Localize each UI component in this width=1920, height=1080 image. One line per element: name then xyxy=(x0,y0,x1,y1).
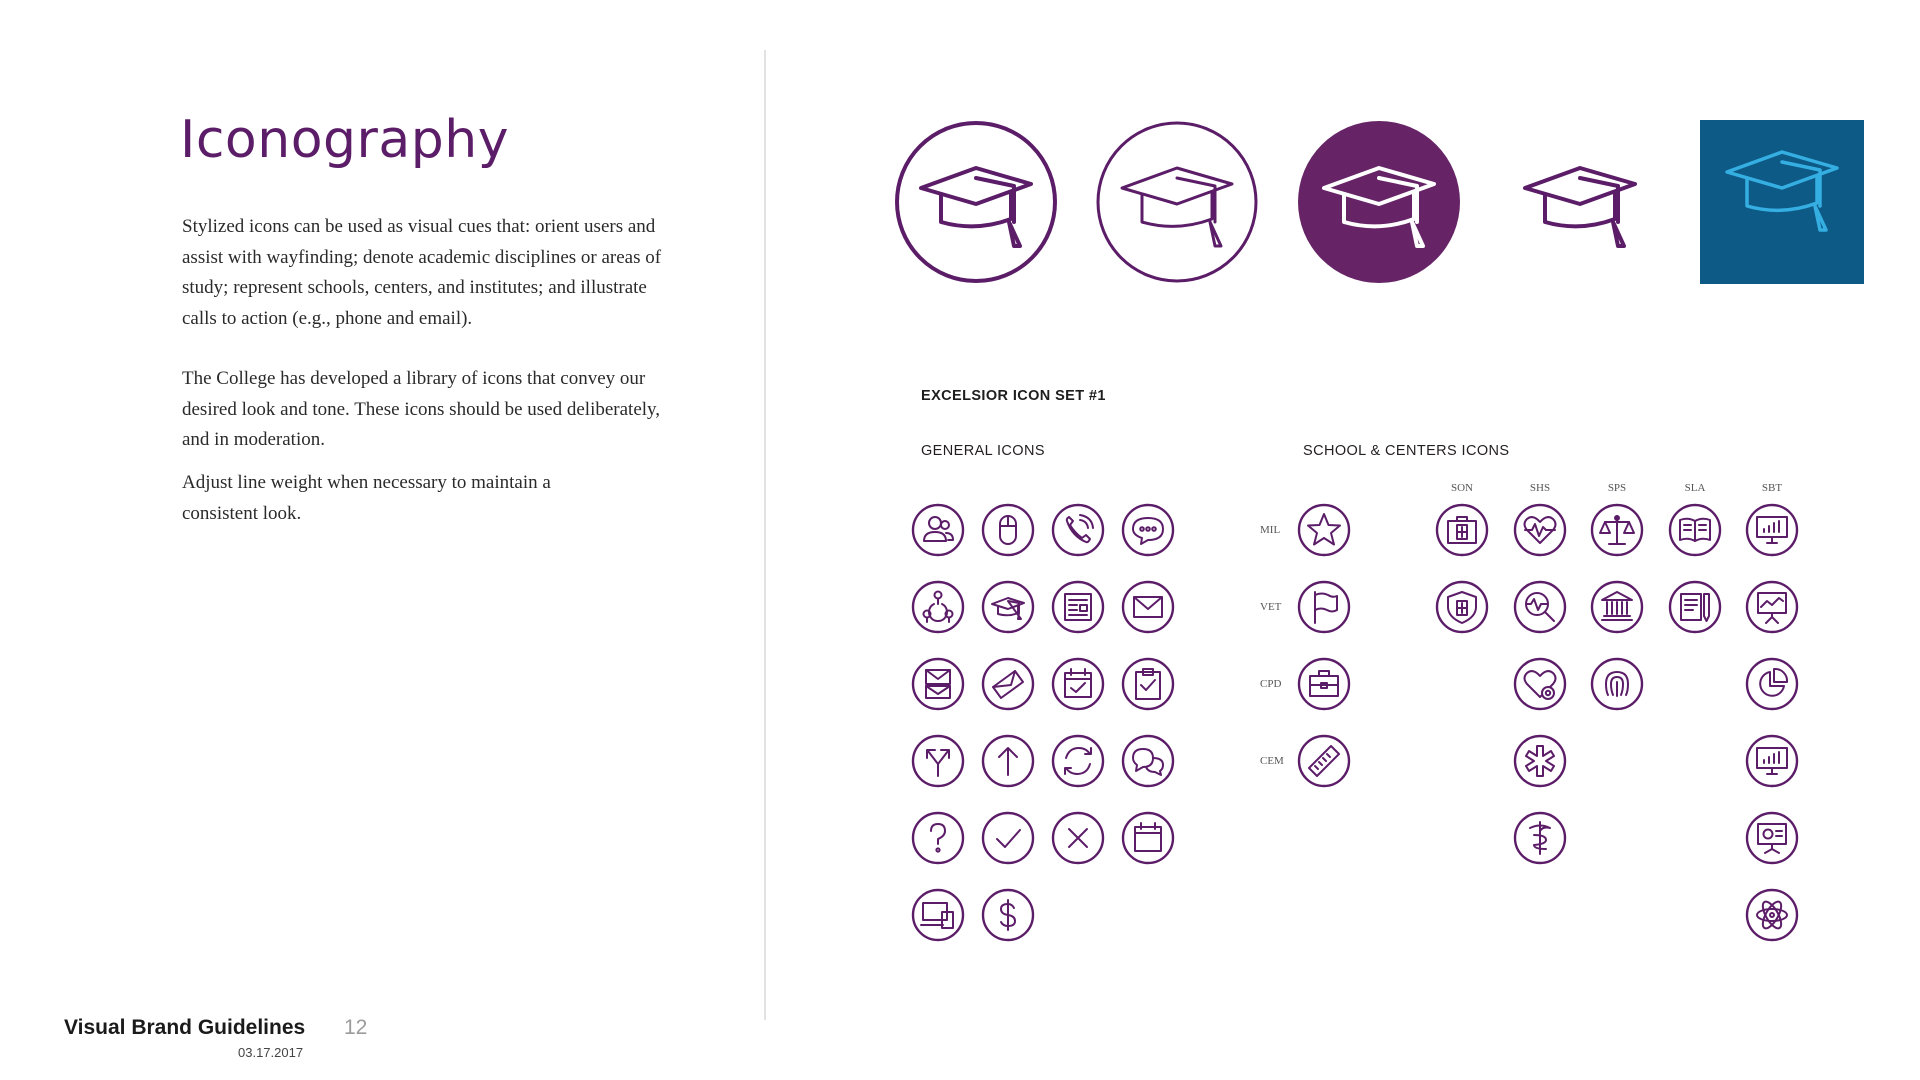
graduation-cap-icon xyxy=(981,580,1035,634)
footer-title: Visual Brand Guidelines xyxy=(64,1016,306,1039)
envelope-icon xyxy=(1121,580,1175,634)
people-icon xyxy=(911,503,965,557)
heart-gear-icon xyxy=(1513,657,1567,711)
easel-icon xyxy=(1745,811,1799,865)
scales-icon xyxy=(1590,503,1644,557)
open-envelope-icon xyxy=(981,657,1035,711)
mail-stack-icon xyxy=(911,657,965,711)
dollar-icon xyxy=(981,888,1035,942)
icon-set-heading: EXCELSIOR ICON SET #1 xyxy=(921,388,1106,404)
page-title: Iconography xyxy=(180,110,510,170)
pie-chart-icon xyxy=(1745,657,1799,711)
arrow-up-icon xyxy=(981,734,1035,788)
monitor-chart-icon xyxy=(1745,503,1799,557)
general-icons-heading: GENERAL ICONS xyxy=(921,443,1045,459)
fingerprint-icon xyxy=(1590,657,1644,711)
graduation-cap-icon xyxy=(894,120,1058,284)
flag-icon xyxy=(1297,580,1351,634)
refresh-icon xyxy=(1051,734,1105,788)
monitor-chart-icon xyxy=(1745,734,1799,788)
school-label-sbt: SBT xyxy=(1761,482,1783,494)
columns-building-icon xyxy=(1590,580,1644,634)
school-label-son: SON xyxy=(1450,482,1473,494)
first-aid-kit-icon xyxy=(1435,503,1489,557)
school-icons-heading: SCHOOL & CENTERS ICONS xyxy=(1303,443,1510,459)
clipboard-check-icon xyxy=(1121,657,1175,711)
checkmark-icon xyxy=(981,811,1035,865)
chat-bubble-icon xyxy=(1121,503,1175,557)
intro-paragraph: Stylized icons can be used as visual cues that: orient users and assist with wayfinding; denote academic disciplines or areas of study; represent schools, centers, and institutes; and illustrate calls to action (e.g., phone and email). xyxy=(182,216,662,329)
school-label-sla: SLA xyxy=(1684,482,1706,494)
question-icon xyxy=(911,811,965,865)
caduceus-icon xyxy=(1513,811,1567,865)
school-label-shs: SHS xyxy=(1529,482,1551,494)
calendar-icon xyxy=(1121,811,1175,865)
phone-icon xyxy=(1051,503,1105,557)
mouse-icon xyxy=(981,503,1035,557)
graduation-cap-icon xyxy=(1297,120,1461,284)
magnify-pulse-icon xyxy=(1513,580,1567,634)
briefcase-icon xyxy=(1297,657,1351,711)
shield-cross-icon xyxy=(1435,580,1489,634)
center-label-cem: CEM xyxy=(1260,755,1284,767)
calendar-check-icon xyxy=(1051,657,1105,711)
ruler-pencil-icon xyxy=(1297,734,1351,788)
page-number: 12 xyxy=(344,1016,368,1039)
star-icon xyxy=(1297,503,1351,557)
line-weight-paragraph: Adjust line weight when necessary to maintain a consistent look. xyxy=(182,472,551,524)
notebook-pencil-icon xyxy=(1668,580,1722,634)
page-divider xyxy=(764,50,766,1020)
library-paragraph: The College has developed a library of icons that convey our desired look and tone. These icons should be used deliberately, and in moderation. xyxy=(182,368,661,450)
graduation-cap-icon xyxy=(1498,120,1662,284)
newspaper-icon xyxy=(1051,580,1105,634)
center-label-vet: VET xyxy=(1260,601,1282,613)
graduation-cap-icon xyxy=(1700,120,1864,284)
graduation-cap-icon xyxy=(1095,120,1259,284)
presentation-icon xyxy=(1745,580,1799,634)
heartbeat-icon xyxy=(1513,503,1567,557)
atom-icon xyxy=(1745,888,1799,942)
school-label-sps: SPS xyxy=(1607,482,1627,494)
footer-date: 03.17.2017 xyxy=(238,1045,304,1060)
center-label-cpd: CPD xyxy=(1260,678,1282,690)
close-icon xyxy=(1051,811,1105,865)
devices-icon xyxy=(911,888,965,942)
star-of-life-icon xyxy=(1513,734,1567,788)
conversation-icon xyxy=(1121,734,1175,788)
network-icon xyxy=(911,580,965,634)
split-arrows-icon xyxy=(911,734,965,788)
open-book-icon xyxy=(1668,503,1722,557)
center-label-mil: MIL xyxy=(1260,524,1281,536)
